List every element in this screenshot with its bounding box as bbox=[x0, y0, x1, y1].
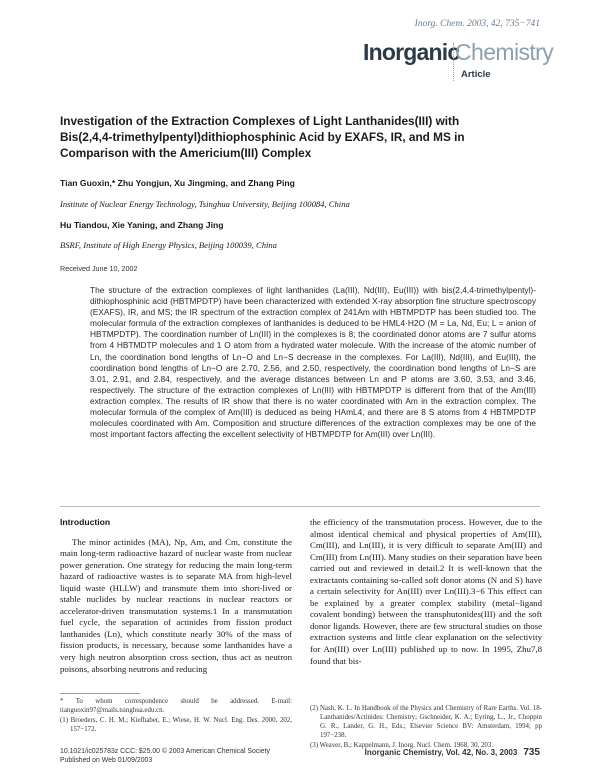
footnotes-left bbox=[60, 693, 292, 735]
footer-doi bbox=[60, 748, 270, 766]
footnote-correspondence: * To whom correspondence should be addressed. E-mail: tianguoxin97@mails.tsinghua.edu.cn. bbox=[60, 698, 292, 714]
logo-word-chemistry: Chemistry bbox=[455, 39, 554, 65]
footnotes-right bbox=[310, 704, 542, 751]
footnote-rule bbox=[60, 693, 140, 694]
footer-journal bbox=[365, 747, 540, 758]
footer-journal-name: Inorganic Chemistry, Vol. 42, No. 3, 2003 bbox=[364, 748, 518, 757]
section-divider bbox=[60, 506, 540, 507]
footnote-reference: (1) Broeders, C. H. M.; Kiefhaber, E.; Wiese, H. W. Nucl. Eng. Des. 2000, 202, 157−172. bbox=[60, 717, 292, 733]
journal-logo bbox=[363, 39, 554, 85]
footer-published-line: Published on Web 01/09/2003 bbox=[60, 756, 153, 764]
logo-article-label: Article bbox=[461, 69, 491, 80]
affiliation-1: Institute of Nuclear Energy Technology, Tsinghua University, Beijing 100084, China bbox=[60, 199, 350, 209]
received-date: Received June 10, 2002 bbox=[60, 264, 138, 273]
body-column-right bbox=[310, 517, 542, 667]
page-number: 735 bbox=[523, 747, 540, 758]
authors-group-2: Hu Tiandou, Xie Yaning, and Zhang Jing bbox=[60, 220, 224, 230]
body-paragraph: the efficiency of the transmutation process. However, due to the almost identical chemical and physical properties of Am(III), Cm(III), and Ln(III), it is very difficult to separate Am(III) and Cm(III) from Ln(III). Many studies on their separation have been carried out and reviewed in detail.2 It is well-known that the extractants containing so-called soft donor atoms (N and S) have a certain selectivity for An(III) over Ln(III).3−6 This effect can be explained by a greater complex stability (metal−ligand covalent bonding) between the transphutonides(III) and the soft donor ligands. However, there are few structural studies on those extraction systems and little clear explanation on the selectivity for An(III) over Ln(III) published up to now. In 1995, Zhu7,8 found that bis- bbox=[310, 517, 542, 666]
article-title: Investigation of the Extraction Complexes of Light Lanthanides(III) with Bis(2,4,4-trimethylpentyl)dithiophosphinic Acid by EXAFS, IR, and MS in Comparison with the Americium(III) Complex bbox=[60, 114, 465, 160]
footnote-reference: (3) Weaver, B.; Kappelmann, J. Inorg. Nucl. Chem. 1968, 30, 203. bbox=[310, 742, 494, 749]
abstract: The structure of the extraction complexes of light lanthanides (La(III), Nd(III), Eu(III)) with bis(2,4,4-trimethylpentyl)-dithiophosphinic acid (HBTMPDTP) have been characterized with extended X-ray absorption fine structure spectroscopy (EXAFS), IR, and MS; the IR spectrum of the extraction complex of 241Am with HBTMPDTP has been studied too. The molecular formula of the extraction complexes of lanthanides is deduced to be HML4·H2O (M = La, Nd, Eu; L = anion of HBTMPDTP). The coordination number of Ln(III) in the complexes is 8; the coordinated donor atoms are 7 sulfur atoms from 4 HBTMDTP molecules and 1 O atom from a hydrated water molecule. With the increase of the atomic number of Ln, the coordination bond lengths of Ln−O and Ln−S decrease in the complexes. For La(III), Nd(III), and Eu(III), the coordination bond lengths of Ln−O are 2.70, 2.56, and 2.50, respectively, the coordination bond lengths of Ln−S are 3.01, 2.91, and 2.84, respectively, and the average distances between Ln and P atoms are 3.60, 3.53, and 3.46, respectively. The structure of the extraction complexes of Ln(III) with HBTMPDTP is different from that of the Am(III) extraction complex. The results of IR show that there is no water coordinated with Am in the extraction complex. The molecular formula of the complex of Am(III) is deduced as being HAmL4, and there are 8 S atoms from 4 HBTMPDTP molecules coordinated with Am. Composition and structure differences of the extraction complexes may be one of the most important factors affecting the excellent selectivity of HBTMPDTP for Am(III) over Ln(III). bbox=[90, 285, 536, 440]
body-paragraph: The minor actinides (MA), Np, Am, and Cm, constitute the main long-term radioactive hazard of nuclear waste from nuclear power generation. One strategy for reducing the main long-term hazard of radioactive wastes is to separate MA from high-level liquid waste (HLLW) and transmute them into short-lived or stable nuclides by nuclear reactions in nuclear reactors or accelerator-driven transmutation systems.1 In a transmutation fuel cycle, the separation of actinides from fission product lanthanides (Ln), which constitute nearly 30% of the mass of fission products, is necessary, because some lanthanides have a very high neutron absorption cross section, thus act as neutron poisons, absorbing neutrons and reducing bbox=[60, 536, 292, 674]
affiliation-2: BSRF, Institute of High Energy Physics, Beijing 100039, China bbox=[60, 240, 277, 250]
footer-doi-line: 10.1021/ic025783z CCC: $25.00 © 2003 American Chemical Society bbox=[60, 748, 271, 755]
journal-citation: Inorg. Chem. 2003, 42, 735−741 bbox=[414, 19, 540, 29]
authors-group-1: Tian Guoxin,* Zhu Yongjun, Xu Jingming, and Zhang Ping bbox=[60, 178, 295, 188]
body-column-left bbox=[60, 517, 292, 675]
logo-word-inorganic: Inorganic bbox=[363, 39, 460, 65]
footnote-reference: (2) Nash, K. L. In Handbook of the Physics and Chemistry of Rare Earths. Vol. 18-Lanthanides/Actinides: Chemistry; Gschneider, K. A.; Eyring, L., Jr., Choppin G. R., Lander, G. H., Eds.; Elsevier Science BV: Amsterdam, 1994; pp 197−238. bbox=[310, 705, 542, 739]
section-heading: Introduction bbox=[60, 517, 111, 527]
